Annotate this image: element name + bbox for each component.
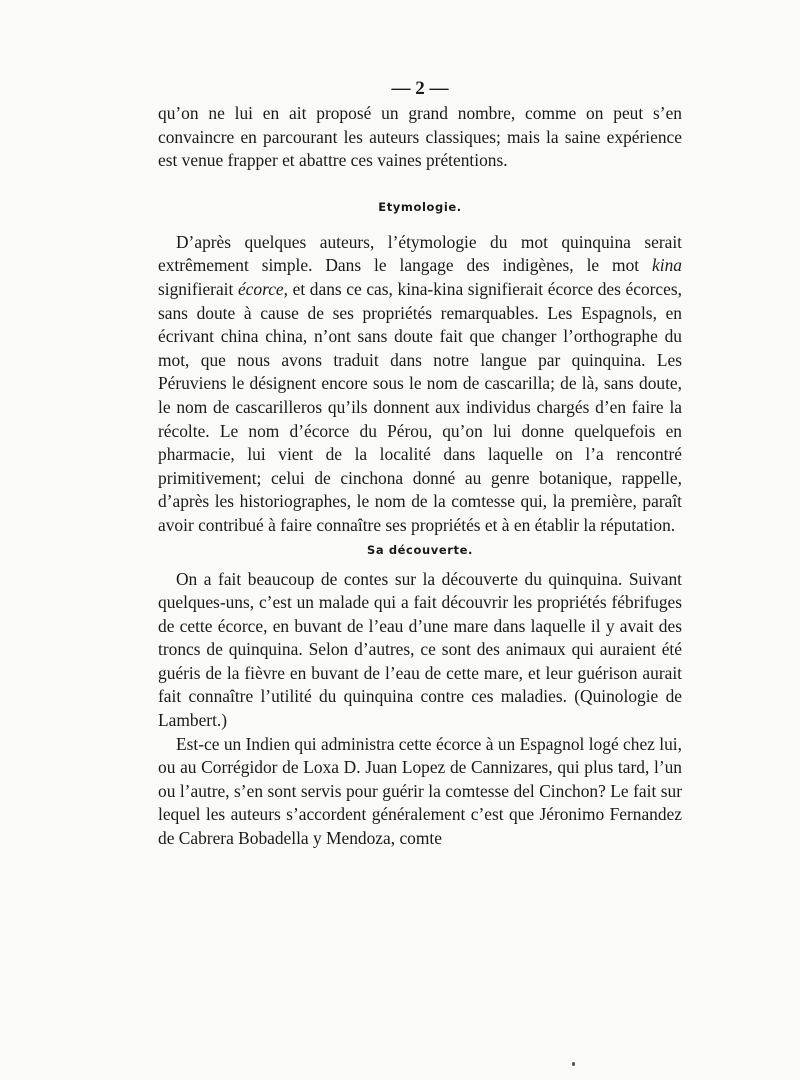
text-run: D’après quelques auteurs, l’étymologie du mot quinquina serait extrêmement simple. Dans le langage des indigènes, le mot (158, 231, 682, 276)
ink-speck (572, 1062, 575, 1066)
decouverte-paragraph-2: Est-ce un Indien qui administra cette écorce à un Espagnol logé chez lui, ou au Corrégidor de Loxa D. Juan Lopez de Cannizares, qui plus tard, l’un ou l’autre, s’en sont servis pour guérir la comtesse del Cinchon? Le fait sur lequel les auteurs s’accordent généralement c’est que Jéronimo Fernandez de Cabrera Bobadella y Mendoza, comte (158, 733, 682, 849)
italic-term-ecorce: écorce (237, 278, 284, 299)
intro-paragraph: qu’on ne lui en ait proposé un grand nombre, comme on peut s’en convaincre en parcourant les auteurs classiques; mais la saine expérience est venue frapper et abattre ces vaines prétentions. (158, 103, 682, 171)
book-page (158, 78, 682, 851)
bleed-through-top (20, 20, 780, 38)
decouverte-paragraph-1: On a fait beaucoup de contes sur la découverte du quinquina. Suivant quelques-uns, c’est un malade qui a fait découvrir les propriétés fébrifuges de cette écorce, en buvant de l’eau d’une mare dans laquelle il y avait des troncs de quinquina. Selon d’autres, ce sont des animaux qui auraient été guéris de la fièvre en buvant de l’eau de cette mare, et leur guérison aurait fait connaître l’utilité du quinquina contre ces maladies. (Quinologie de Lambert.) (158, 568, 682, 731)
page-number: — 2 — (391, 78, 449, 99)
section-heading-etymologie: Etymologie. (378, 199, 462, 214)
text-run: , et dans ce cas, kina-kina signifierait écorce des écorces, sans doute à cause de ses propriétés remarquables. Les Espagnols, en écrivant china china, n’ont sans doute fait que changer l’orthographe du mot, que nous avons traduit dans notre langue par quinquina. Les Péruviens le désignent encore sous le nom de cascarilla; de là, sans doute, le nom de cascarilleros qu’ils donnent aux individus chargés d’en faire la récolte. Le nom d’écorce du Pérou, qu’on lui donne quelquefois en pharmacie, lui vient de la localité dans laquelle on l’a rencontré primitivement; celui de cinchona donné au genre botanique, rappelle, d’après les historiographes, le nom de la comtesse qui, la première, paraît avoir contribué à faire connaître ses propriétés et à en établir la réputation. (158, 278, 682, 535)
section-heading-decouverte: Sa découverte. (366, 542, 473, 557)
italic-term-kina: kina (652, 255, 682, 276)
etymologie-paragraph (158, 231, 682, 538)
text-run: signifierait (158, 278, 238, 299)
